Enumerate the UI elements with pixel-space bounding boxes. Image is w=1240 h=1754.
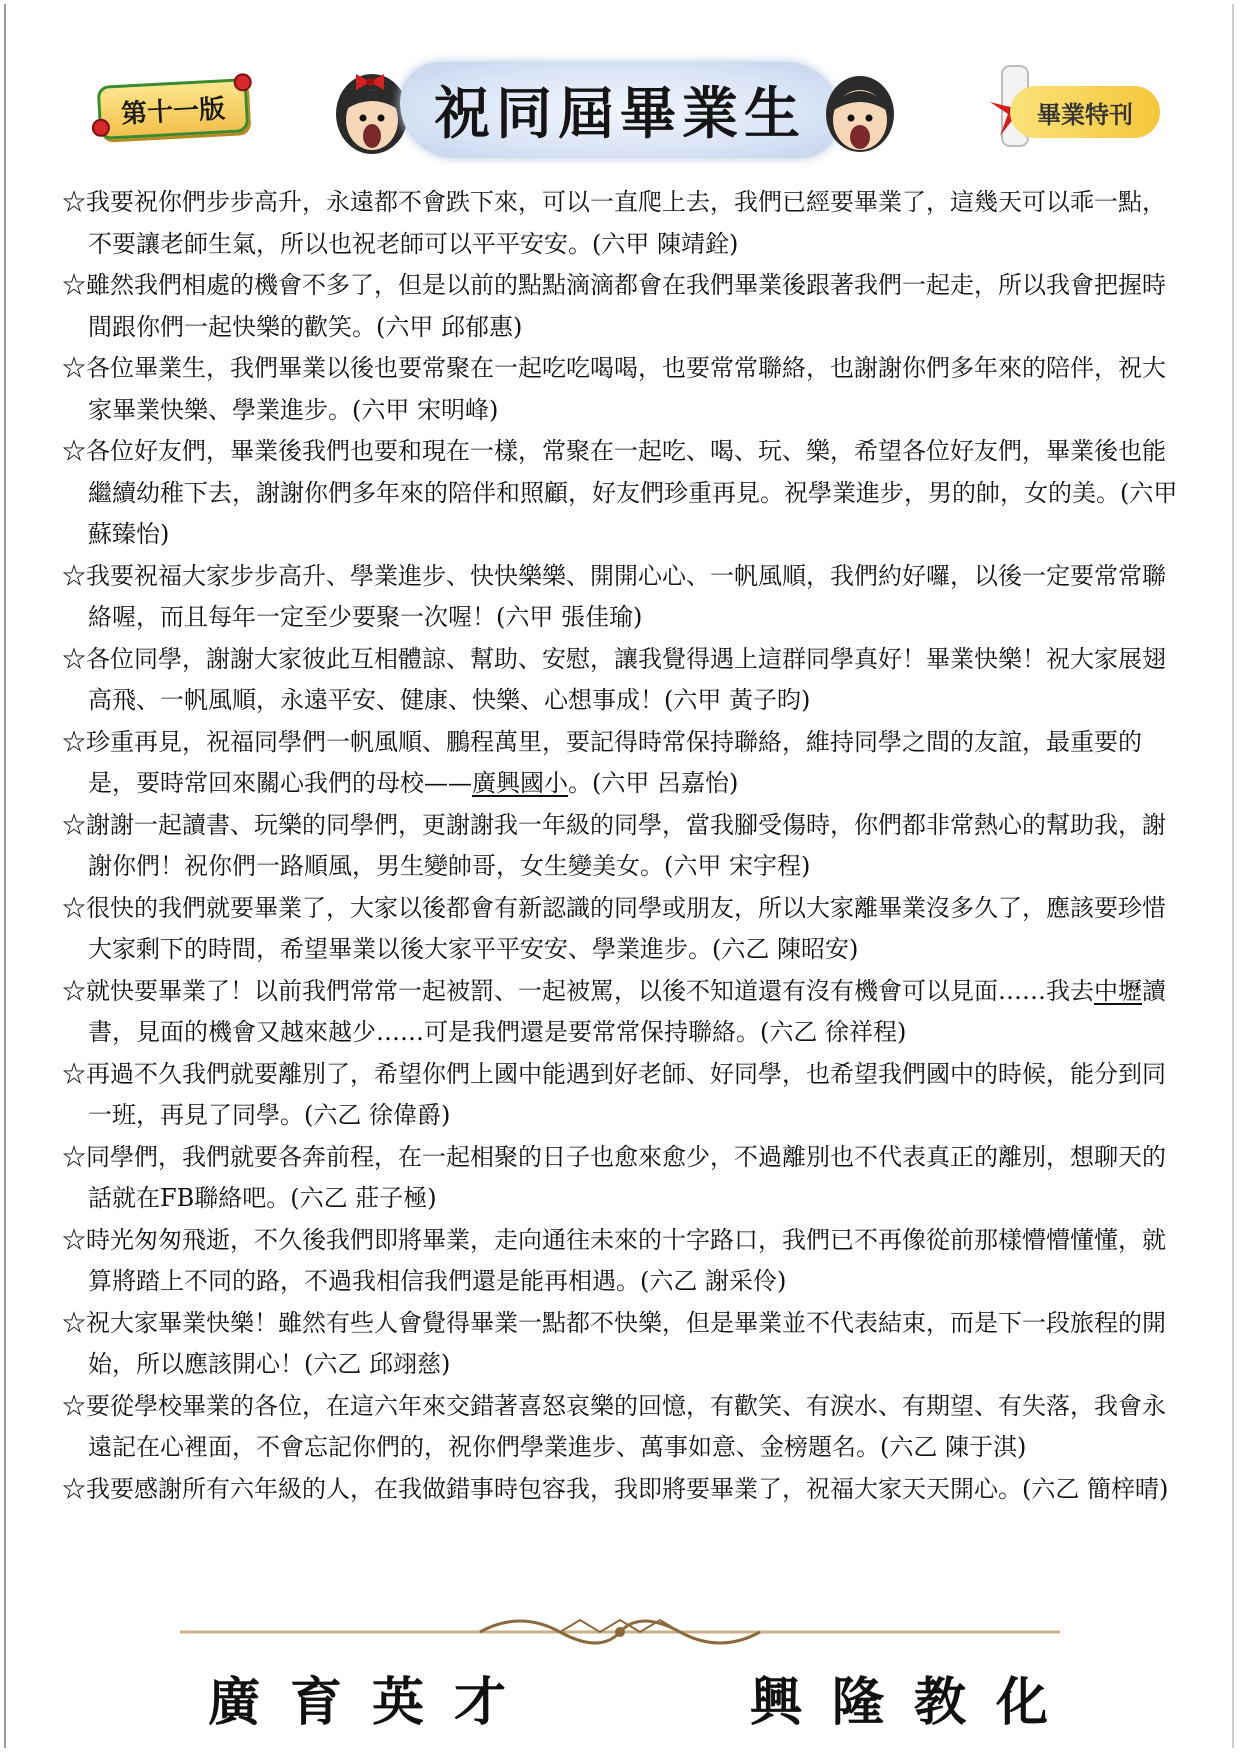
message-item: ☆時光匆匆飛逝，不久後我們即將畢業，走向通往未來的十字路口，我們已不再像從前那樣懵懵懂懂，就算將踏上不同的路，不過我相信我們還是能再相遇。(六乙 謝采伶) <box>62 1225 1166 1295</box>
star-icon: ☆ <box>62 1225 86 1254</box>
star-icon: ☆ <box>62 271 86 299</box>
star-icon: ☆ <box>62 1474 86 1503</box>
star-icon: ☆ <box>62 1308 86 1337</box>
message-item: ☆很快的我們就要畢業了，大家以後都會有新認識的同學或朋友，所以大家離畢業沒多久了，應該要珍惜大家剩下的時間，希望畢業以後大家平平安安、學業進步。(六乙 陳昭安) <box>62 893 1166 963</box>
star-icon: ☆ <box>62 561 86 590</box>
place-name: 中壢 <box>1094 976 1142 1005</box>
school-name: 廣興國小 <box>472 769 568 797</box>
star-icon: ☆ <box>62 437 86 465</box>
star-icon: ☆ <box>62 188 86 216</box>
star-icon: ☆ <box>62 354 86 382</box>
page-header <box>0 0 1240 175</box>
message-item: ☆雖然我們相處的機會不多了，但是以前的點點滴滴都會在我們畢業後跟著我們一起走，所以我會把握時間跟你們一起快樂的歡笑。(六甲 邱郁惠) <box>62 271 1166 341</box>
message-item: ☆珍重再見，祝福同學們一帆風順、鵬程萬里，要記得時常保持聯絡，維持同學之間的友誼，最重要的是，要時常回來關心我們的母校——廣興國小。(六甲 呂嘉怡) <box>62 727 1142 797</box>
badge-dot-icon <box>91 118 110 137</box>
message-list <box>62 182 1180 1510</box>
message-item: ☆謝謝一起讀書、玩樂的同學們，更謝謝我一年級的同學，當我腳受傷時，你們都非常熱心的幫助我，謝謝你們！祝你們一路順風，男生變帥哥，女生變美女。(六甲 宋宇程) <box>62 810 1166 880</box>
message-item: ☆祝大家畢業快樂！雖然有些人會覺得畢業一點都不快樂，但是畢業並不代表結束，而是下一段旅程的開始，所以應該開心！(六乙 邱翊慈) <box>62 1308 1166 1378</box>
message-item: ☆各位好友們，畢業後我們也要和現在一樣，常聚在一起吃、喝、玩、樂，希望各位好友們，畢業後也能繼續幼稚下去，謝謝你們多年來的陪伴和照顧，好友們珍重再見。祝學業進步，男的帥，女的美。(六甲 蘇臻怡) <box>62 437 1178 548</box>
special-issue-label: 畢業特刊 <box>1037 100 1133 129</box>
message-item: ☆就快要畢業了！以前我們常常一起被罰、一起被罵，以後不知道還有沒有機會可以見面……我去中壢讀書，見面的機會又越來越少……可是我們還是要常常保持聯絡。(六乙 徐祥程) <box>62 976 1166 1046</box>
title-banner <box>400 62 840 158</box>
badge-dot-icon <box>233 73 252 92</box>
page-title: 祝同屆畢業生 <box>434 81 806 147</box>
star-icon: ☆ <box>62 976 86 1005</box>
star-icon: ☆ <box>62 727 86 756</box>
star-icon: ☆ <box>62 893 86 922</box>
message-item: ☆再過不久我們就要離別了，希望你們上國中能遇到好老師、好同學，也希望我們國中的時候，能分到同一班，再見了同學。(六乙 徐偉爵) <box>62 1059 1166 1129</box>
ornament-divider-icon <box>180 1610 1060 1650</box>
edition-label: 第十一版 <box>120 93 226 130</box>
message-item: ☆同學們，我們就要各奔前程，在一起相聚的日子也愈來愈少，不過離別也不代表真正的離別，想聊天的話就在FB聯絡吧。(六乙 莊子極) <box>62 1142 1166 1212</box>
star-icon: ☆ <box>62 1059 86 1088</box>
message-item: ☆各位畢業生，我們畢業以後也要常聚在一起吃吃喝喝，也要常常聯絡，也謝謝你們多年來的陪伴，祝大家畢業快樂、學業進步。(六甲 宋明峰) <box>62 354 1166 424</box>
motto-left: 廣育英才 <box>208 1672 537 1733</box>
edition-badge <box>97 78 250 140</box>
star-icon: ☆ <box>62 1391 86 1420</box>
star-icon: ☆ <box>62 644 86 673</box>
message-item: ☆我要祝你們步步高升，永遠都不會跌下來，可以一直爬上去，我們已經要畢業了，這幾天可以乖一點，不要讓老師生氣，所以也祝老師可以平平安安。(六甲 陳靖銓) <box>62 188 1166 258</box>
message-item: ☆要從學校畢業的各位，在這六年來交錯著喜怒哀樂的回憶，有歡笑、有淚水、有期望、有失落，我會永遠記在心裡面，不會忘記你們的，祝你們學業進步、萬事如意、金榜題名。(六乙 陳于淇) <box>62 1391 1166 1461</box>
special-issue-badge <box>1010 86 1160 138</box>
motto-right: 興隆教化 <box>750 1672 1079 1733</box>
message-item: ☆各位同學，謝謝大家彼此互相體諒、幫助、安慰，讓我覺得遇上這群同學真好！畢業快樂！祝大家展翅高飛、一帆風順，永遠平安、健康、快樂、心想事成！(六甲 黃子昀) <box>62 644 1166 714</box>
boy-face-icon <box>818 60 902 160</box>
star-icon: ☆ <box>62 810 86 839</box>
message-item: ☆我要感謝所有六年級的人，在我做錯事時包容我，我即將要畢業了，祝福大家天天開心。(六乙 簡梓晴) <box>62 1474 1169 1503</box>
star-icon: ☆ <box>62 1142 86 1171</box>
page-footer <box>0 1610 1240 1750</box>
message-item: ☆我要祝福大家步步高升、學業進步、快快樂樂、開開心心、一帆風順，我們約好囉，以後一定要常常聯絡喔，而且每年一定至少要聚一次喔！(六甲 張佳瑜) <box>62 561 1166 631</box>
